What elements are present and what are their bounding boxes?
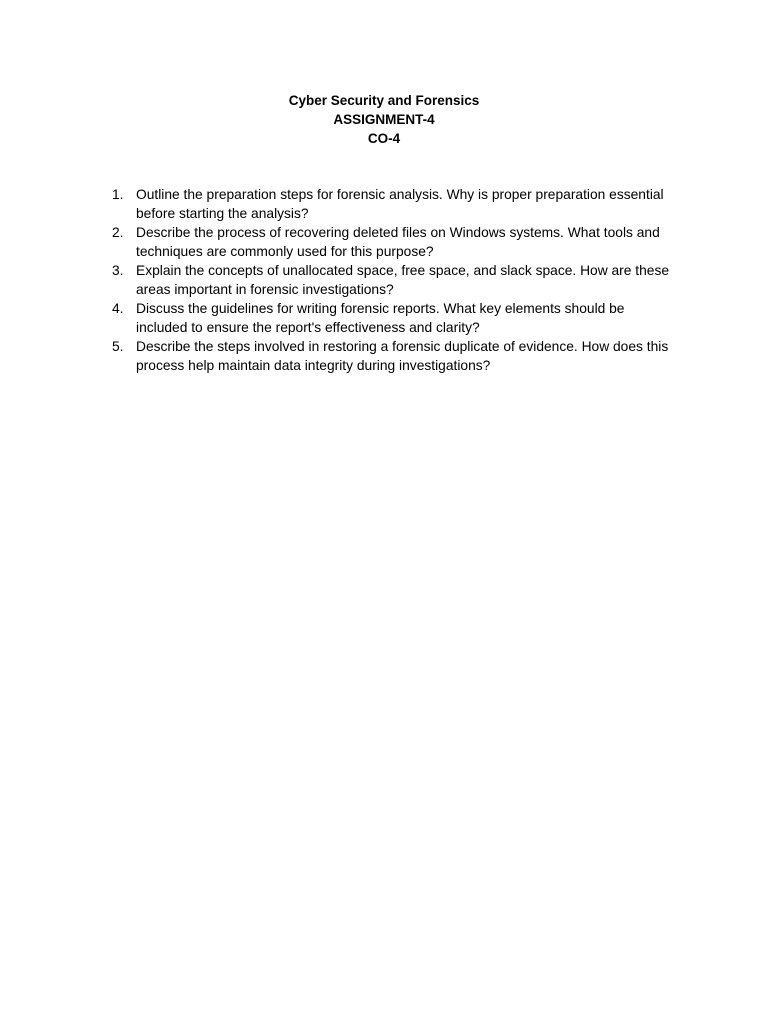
question-text: Describe the process of recovering deleted files on Windows systems. What tools and techniques are commonly used for this purpose?	[136, 225, 660, 259]
question-item-2	[109, 223, 679, 261]
question-text: Describe the steps involved in restoring a forensic duplicate of evidence. How does this process help maintain data integrity during investigations?	[136, 339, 669, 373]
question-number: 3.	[112, 263, 124, 278]
course-title: Cyber Security and Forensics	[288, 93, 480, 108]
question-item-5	[109, 337, 679, 375]
question-text: Outline the preparation steps for forensic analysis. Why is proper preparation essential before starting the analysis?	[136, 187, 664, 221]
assignment-title: ASSIGNMENT-4	[333, 112, 435, 127]
document-header	[0, 91, 768, 148]
question-item-1	[109, 185, 679, 223]
question-number: 1.	[112, 187, 124, 202]
course-outcome: CO-4	[367, 131, 401, 146]
question-item-4	[109, 299, 679, 337]
question-text: Explain the concepts of unallocated space, free space, and slack space. How are these areas important in forensic investigations?	[136, 263, 670, 297]
question-item-3	[109, 261, 679, 299]
question-number: 5.	[112, 339, 124, 354]
question-number: 4.	[112, 301, 124, 316]
question-list	[109, 185, 679, 375]
question-text: Discuss the guidelines for writing forensic reports. What key elements should be included to ensure the report's effectiveness and clarity?	[136, 301, 625, 335]
question-number: 2.	[112, 225, 124, 240]
